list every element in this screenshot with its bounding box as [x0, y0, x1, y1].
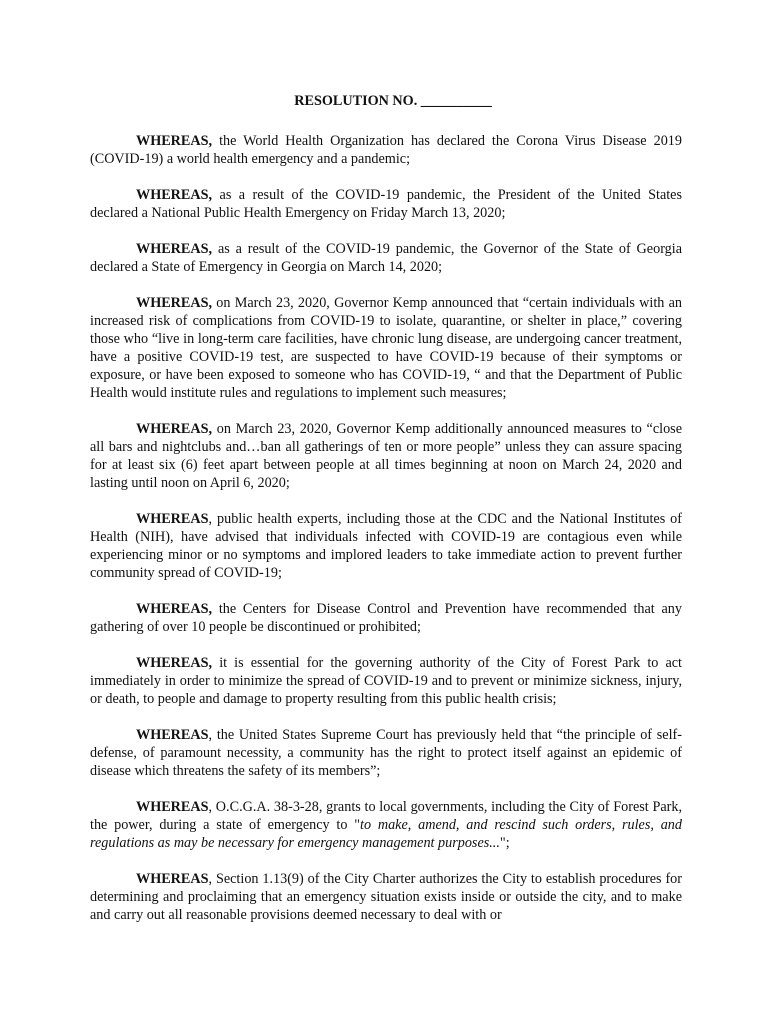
paragraph-text: on March 23, 2020, Governor Kemp additionally announced measures to “close all bars and nightclubs and…ban all gatherings of ten or more people” unless they can assure spacing for at least six (6) feet apart between people at all times beginning at noon on March 24, 2020 and lasting until noon on April 6, 2020; — [90, 421, 682, 491]
paragraph-text-end: "; — [499, 835, 510, 851]
whereas-keyword: WHEREAS, — [136, 421, 213, 437]
quoted-statute-text: to make, amend, and rescind such orders, rules, and regulations as may be necessary for emergency management purposes... — [90, 817, 682, 851]
paragraph-text: it is essential for the governing authority of the City of Forest Park to act immediately in order to minimize the spread of COVID-19 and to prevent or minimize sickness, injury, or death, to people and damage to property resulting from this public health crisis; — [90, 655, 682, 707]
whereas-paragraph-11 — [90, 870, 682, 924]
paragraph-text: , Section 1.13(9) of the City Charter authorizes the City to establish procedures for determining and proclaiming that an emergency situation exists inside or outside the city, and to make and carry out all reasonable provisions deemed necessary to deal with or — [90, 871, 682, 923]
paragraph-text: as a result of the COVID-19 pandemic, the Governor of the State of Georgia declared a State of Emergency in Georgia on March 14, 2020; — [90, 241, 682, 275]
paragraph-text: as a result of the COVID-19 pandemic, the President of the United States declared a National Public Health Emergency on Friday March 13, 2020; — [90, 187, 682, 221]
whereas-keyword: WHEREAS, — [136, 295, 213, 311]
paragraph-text: , public health experts, including those at the CDC and the National Institutes of Health (NIH), have advised that individuals infected with COVID-19 are contagious even while experiencing minor or no symptoms and implored leaders to take immediate action to prevent further community spread of COVID-19; — [90, 511, 682, 581]
whereas-keyword: WHEREAS, — [136, 133, 213, 149]
whereas-paragraph-5 — [90, 420, 682, 492]
paragraph-text: , the United States Supreme Court has previously held that “the principle of self-defense, of paramount necessity, a community has the right to protect itself against an epidemic of disease which threatens the safety of its members”; — [90, 727, 682, 779]
document-page — [90, 92, 682, 942]
whereas-keyword: WHEREAS — [136, 799, 209, 815]
whereas-paragraph-4 — [90, 294, 682, 402]
whereas-keyword: WHEREAS, — [136, 601, 213, 617]
whereas-paragraph-2 — [90, 186, 682, 222]
whereas-paragraph-6 — [90, 510, 682, 582]
whereas-keyword: WHEREAS — [136, 511, 209, 527]
paragraph-text: on March 23, 2020, Governor Kemp announced that “certain individuals with an increased risk of complications from COVID-19 to isolate, quarantine, or shelter in place,” covering those who “live in long-term care facilities, have chronic lung disease, are undergoing cancer treatment, have a positive COVID-19 test, are suspected to have COVID-19 because of their symptoms or exposure, or have been exposed to someone who has COVID-19, “ and that the Department of Public Health would institute rules and regulations to implement such measures; — [90, 295, 682, 401]
whereas-paragraph-7 — [90, 600, 682, 636]
whereas-paragraph-9 — [90, 726, 682, 780]
paragraph-text: , O.C.G.A. 38-3-28, grants to local governments, including the City of Forest Park, the power, during a state of emergency to " — [90, 799, 682, 833]
whereas-keyword: WHEREAS — [136, 871, 209, 887]
whereas-paragraph-3 — [90, 240, 682, 276]
whereas-paragraph-10 — [90, 798, 682, 852]
resolution-title: RESOLUTION NO. __________ — [294, 93, 492, 109]
whereas-keyword: WHEREAS, — [136, 187, 213, 203]
whereas-keyword: WHEREAS, — [136, 655, 213, 671]
whereas-paragraph-8 — [90, 654, 682, 708]
whereas-paragraph-1 — [90, 132, 682, 168]
whereas-keyword: WHEREAS, — [136, 241, 213, 257]
whereas-keyword: WHEREAS — [136, 727, 209, 743]
paragraph-text: the World Health Organization has declared the Corona Virus Disease 2019 (COVID-19) a world health emergency and a pandemic; — [90, 133, 682, 167]
paragraph-text: the Centers for Disease Control and Prevention have recommended that any gathering of over 10 people be discontinued or prohibited; — [90, 601, 682, 635]
